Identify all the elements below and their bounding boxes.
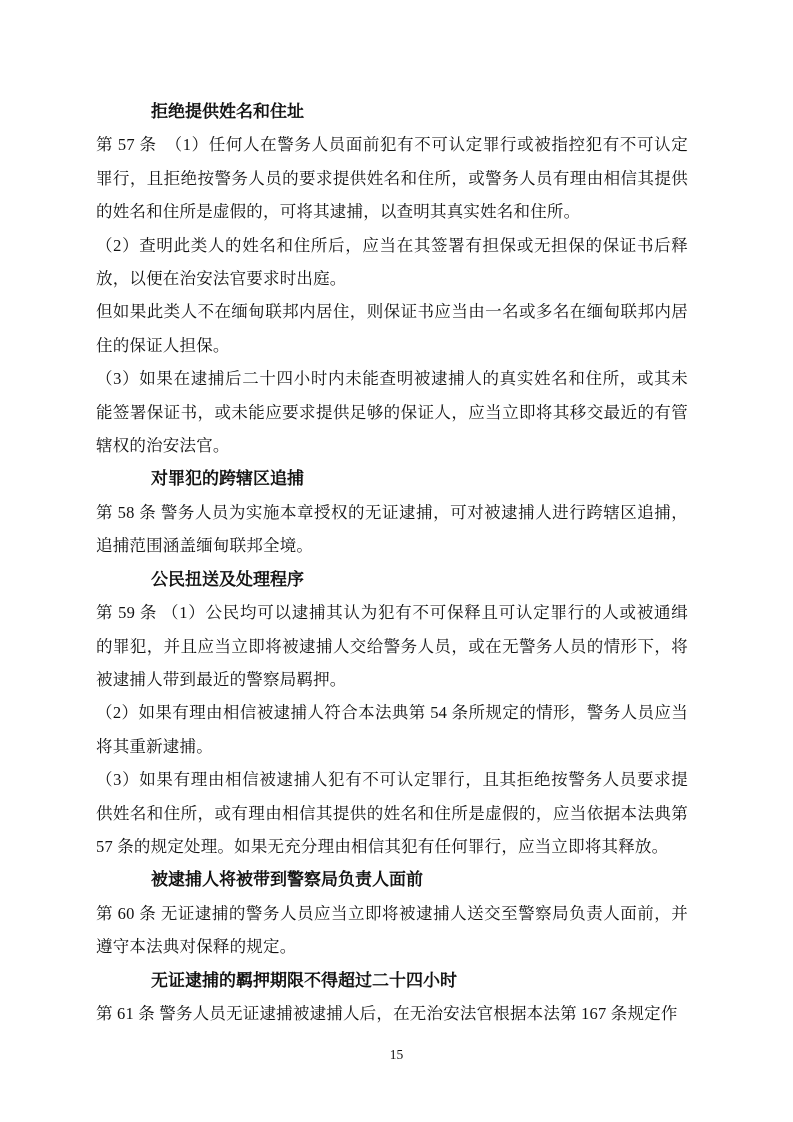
paragraph-line: 的姓名和住所是虚假的，可将其逮捕，以查明其真实姓名和住所。 [96, 202, 581, 222]
section-heading: 被逮捕人将被带到警察局负责人面前 [151, 870, 423, 890]
paragraph-line: 第 57 条 （1）任何人在警务人员面前犯有不可认定罪行或被指控犯有不可认定 [96, 135, 688, 155]
paragraph-line: 放，以便在治安法官要求时出庭。 [96, 269, 347, 289]
paragraph-line: 被逮捕人带到最近的警察局羁押。 [96, 669, 347, 689]
paragraph-line: 遵守本法典对保释的规定。 [96, 937, 297, 957]
paragraph-line: 追捕范围涵盖缅甸联邦全境。 [96, 536, 314, 556]
paragraph-line: 供姓名和住所，或有理由相信其提供的姓名和住所是虚假的，应当依据本法典第 [96, 803, 688, 823]
section-heading: 对罪犯的跨辖区追捕 [151, 469, 304, 489]
paragraph-line: 第 60 条 无证逮捕的警务人员应当立即将被逮捕人送交至警察局负责人面前，并 [96, 903, 688, 923]
paragraph-line: （3）如果在逮捕后二十四小时内未能查明被逮捕人的真实姓名和住所，或其未 [96, 369, 688, 389]
section-heading: 拒绝提供姓名和住址 [151, 102, 304, 121]
document-body [96, 95, 688, 1030]
page-number: 15 [389, 1047, 404, 1062]
paragraph-line: （2）如果有理由相信被逮捕人符合本法典第 54 条所规定的情形，警务人员应当 [96, 703, 688, 723]
paragraph-line: 第 61 条 警务人员无证逮捕被逮捕人后，在无治安法官根据本法第 167 条规定作 [96, 1003, 678, 1023]
section-heading: 无证逮捕的羁押期限不得超过二十四小时 [151, 970, 457, 990]
paragraph-line: 辖权的治安法官。 [96, 436, 230, 456]
paragraph-line: （3）如果有理由相信被逮捕人犯有不可认定罪行，且其拒绝按警务人员要求提 [96, 770, 688, 790]
paragraph-line: 将其重新逮捕。 [96, 736, 213, 756]
paragraph-line: （2）查明此类人的姓名和住所后，应当在其签署有担保或无担保的保证书后释 [96, 235, 688, 255]
paragraph-line: 第 58 条 警务人员为实施本章授权的无证逮捕，可对被逮捕人进行跨辖区追捕， [96, 502, 688, 522]
paragraph-line: 能签署保证书，或未能应要求提供足够的保证人，应当立即将其移交最近的有管 [96, 402, 688, 422]
paragraph-line: 但如果此类人不在缅甸联邦内居住，则保证书应当由一名或多名在缅甸联邦内居 [96, 302, 688, 322]
paragraph-line: 住的保证人担保。 [96, 335, 230, 355]
paragraph-line: 罪行，且拒绝按警务人员的要求提供姓名和住所，或警务人员有理由相信其提供 [96, 168, 688, 188]
paragraph-line: 的罪犯，并且应当立即将被逮捕人交给警务人员，或在无警务人员的情形下，将 [96, 636, 688, 656]
paragraph-line: 第 59 条 （1）公民均可以逮捕其认为犯有不可保释且可认定罪行的人或被通缉 [96, 603, 688, 623]
section-heading: 公民扭送及处理程序 [151, 569, 304, 589]
paragraph-line: 57 条的规定处理。如果无充分理由相信其犯有任何罪行，应当立即将其释放。 [96, 836, 669, 856]
